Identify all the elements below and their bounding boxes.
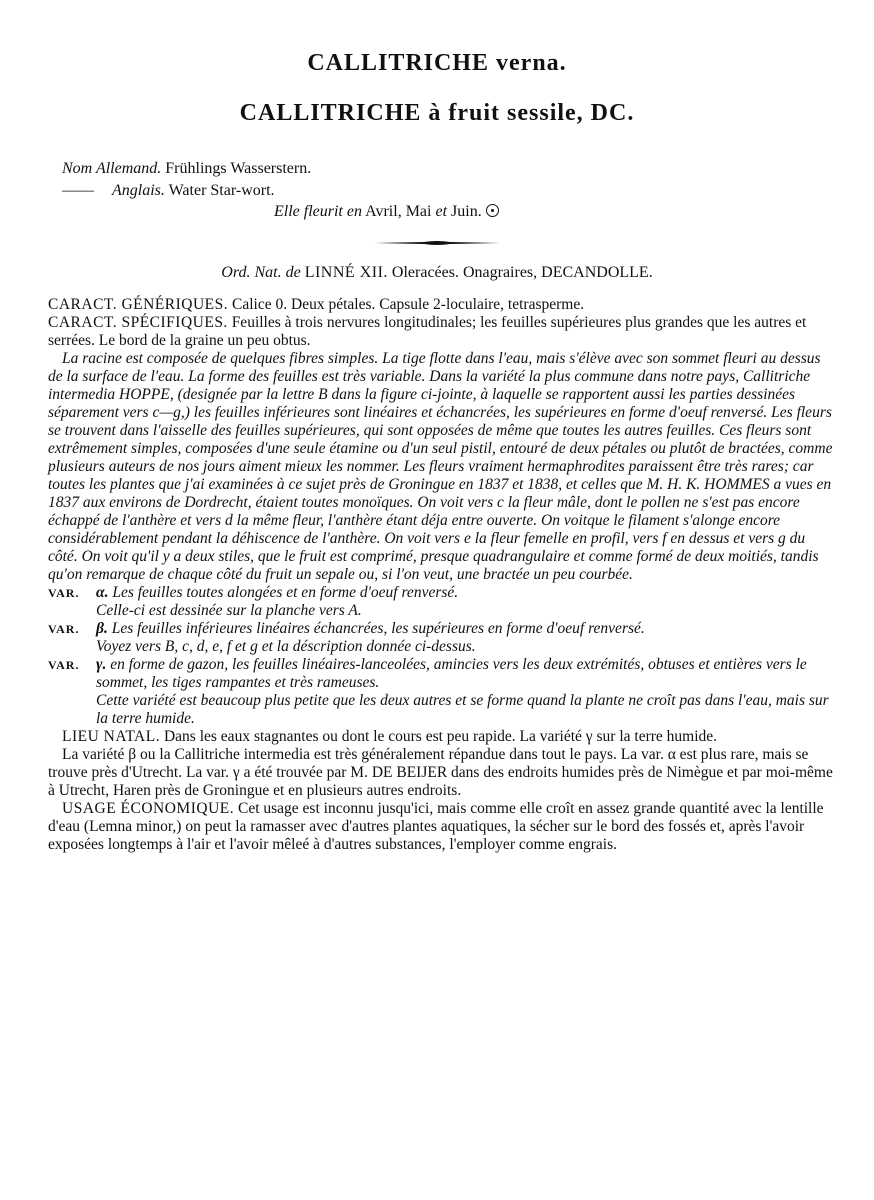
natural-order-line	[0, 264, 874, 282]
variety-note: Cette variété est beaucoup plus petite que les deux autres et se forme quand la plante ne croît pas dans l'eau, mais sur la terre humide.	[96, 692, 829, 727]
generic-text: Calice 0. Deux pétales. Capsule 2-loculaire, tetrasperme.	[232, 296, 585, 313]
variety-alpha-text	[96, 584, 834, 602]
variety-letter: β.	[96, 620, 108, 637]
order-label: Ord. Nat. de	[221, 264, 301, 281]
specific-label: CARACT. SPÉCIFIQUES.	[48, 314, 228, 331]
variety-description: Les feuilles inférieures linéaires échancrées, les supérieures en forme d'oeuf renversé.	[111, 620, 645, 637]
flowering-label: Elle fleurit en	[274, 203, 362, 220]
variety-description: en forme de gazon, les feuilles linéaires-lanceolées, amincies vers les deux extrémités, obtuses et entières vers le sommet, les tiges rampantes et très rameuses.	[96, 656, 807, 691]
variety-label: VAR.	[48, 658, 80, 672]
english-name-label: Anglais.	[112, 182, 165, 199]
german-name-value: Frühlings Wasserstern.	[165, 160, 312, 177]
variety-gamma-text	[96, 656, 834, 692]
variety-note: Voyez vers B, c, d, e, f et g et la déscription donnée ci-dessus.	[96, 638, 476, 655]
page-title: CALLITRICHE verna.	[307, 50, 567, 76]
page-subtitle: CALLITRICHE à fruit sessile, DC.	[239, 100, 635, 126]
variety-beta	[48, 620, 834, 656]
variety-label: VAR.	[48, 622, 80, 636]
usage-paragraph	[48, 800, 834, 854]
flowering-period	[274, 203, 499, 221]
flowering-months: Avril, Mai	[365, 203, 432, 220]
annual-symbol-icon	[486, 204, 499, 217]
usage-text: Cet usage est inconnu jusqu'ici, mais comme elle croît en assez grande quantité avec la lentille d'eau (Lemna minor,) on peut la ramasser avec d'autres plantes aquatiques, la sécher sur le bord des fossés et, après l'avoir exposées longtemps à l'air et l'avoir mêleé à d'autres substances, l'employer comme engrais.	[48, 800, 824, 853]
specific-text: Feuilles à trois nervures longitudinales; les feuilles supérieures plus grandes que les autres et serrées. Le bord de la graine un peu obtus.	[48, 314, 807, 349]
generic-characters	[48, 296, 834, 314]
habitat-label: LIEU NATAL.	[62, 728, 161, 745]
usage-label: USAGE ÉCONOMIQUE.	[62, 800, 235, 817]
habitat-distribution: La variété β ou la Callitriche intermedia est très généralement répandue dans tout le pays. La var. α est plus rare, mais se trouve près d'Utrecht. La var. γ a été trouvée par M. DE BEIJER dans des endroits humides près de Nimègue et par moi-même à Utrecht, Haren près de Groningue et en plusieurs autres endroits.	[48, 746, 833, 799]
variety-label: VAR.	[48, 586, 80, 600]
habitat-paragraph	[48, 728, 834, 746]
order-linne: LINNÉ XII.	[304, 264, 388, 281]
variety-beta-text	[96, 620, 834, 638]
ornamental-rule	[374, 240, 500, 246]
variety-alpha	[48, 584, 834, 620]
common-names	[62, 158, 311, 202]
english-name-line	[62, 180, 311, 202]
flowering-et: et	[435, 203, 448, 220]
habitat-text: Dans les eaux stagnantes ou dont le cours est peu rapide. La variété γ sur la terre humide.	[163, 728, 718, 745]
variety-gamma	[48, 656, 834, 728]
german-name-line	[62, 158, 311, 180]
order-rest: Oleracées. Onagraires, DECANDOLLE.	[391, 264, 653, 281]
flowering-june: Juin.	[451, 203, 482, 220]
body-text	[48, 296, 834, 854]
variety-note: Celle-ci est dessinée sur la planche vers A.	[96, 602, 362, 619]
specific-characters	[48, 314, 834, 350]
english-name-value: Water Star-wort.	[168, 182, 275, 199]
description-paragraph: La racine est composée de quelques fibres simples. La tige flotte dans l'eau, mais s'élève avec son sommet fleuri au dessus de la surface de l'eau. La forme des feuilles est très variable. Dans la variété la plus commune dans notre pays, Callitriche intermedia HOPPE, (designée par la lettre B dans la figure ci-jointe, à laquelle se rapportent aussi les parties dessinées séparement vers c—g,) les feuilles inférieures sont linéaires et échancrées, les supérieures en forme d'oeuf renversé. Les fleurs se trouvent dans l'aisselle des feuilles supérieures, qui sont opposées de même que toutes les autres feuilles. Ces fleurs sont extrêmement simples, composées d'une seule étamine ou d'un seul pistil, entouré de deux pétales ou plutôt de bractées, comme plusieurs auteurs de nos jours aiment mieux les nommer. Les fleurs vraiment hermaphrodites paraissent être très rares; car toutes les plantes que j'ai examinées à ce sujet près de Groningue en 1837 et 1838, et celles que M. H. K. HOMMES a vues en 1837 aux environs de Dordrecht, étaient toutes monoïques. On voit vers c la fleur mâle, dont le pollen ne s'est pas encore échappé de l'anthère et vers d la même fleur, l'anthère étant déja entre ouverte. On voitque le filament s'alonge encore considérablement pendant la déhiscence de l'anthère. On voit vers e la fleur femelle en profil, vers f en dessus et vers g du côté. On voit qu'il y a deux stiles, que le fruit est comprimé, presque quadrangulaire et comme formé de deux moitiés, tandis qu'on remarque de chaque côté du fruit un sepale ou, si l'on veut, une bractée un peu courbée.	[48, 350, 833, 583]
variety-description: Les feuilles toutes alongées et en forme d'oeuf renversé.	[112, 584, 459, 601]
variety-letter: γ.	[96, 656, 107, 673]
dash-rule: ——	[62, 182, 94, 199]
german-name-label: Nom Allemand.	[62, 160, 162, 177]
generic-label: CARACT. GÉNÉRIQUES.	[48, 296, 229, 313]
variety-letter: α.	[96, 584, 109, 601]
